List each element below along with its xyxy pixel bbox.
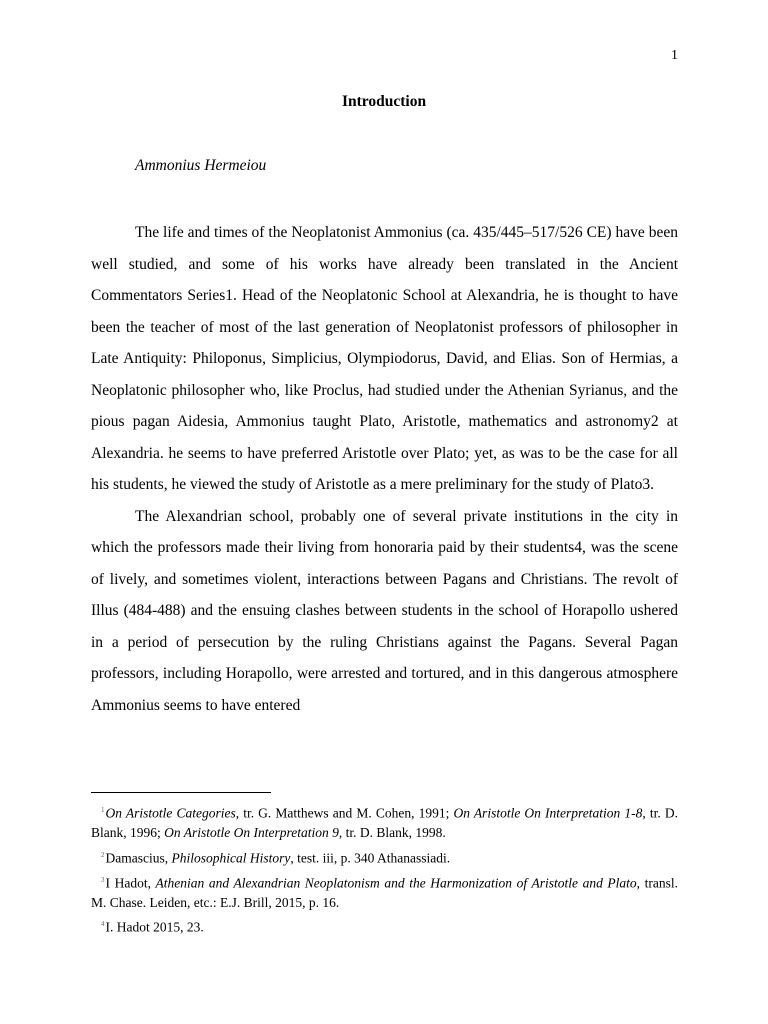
footnote-text: On Aristotle Categories xyxy=(105,805,236,821)
footnote-text: , tr. D. Blank, 1996; xyxy=(91,805,678,840)
page-title: Introduction xyxy=(341,93,427,110)
section-subheading: Ammonius Hermeiou xyxy=(135,157,267,174)
footnote-divider xyxy=(91,792,271,793)
footnote-2 xyxy=(91,846,678,868)
footnote-4 xyxy=(91,915,678,937)
body-text xyxy=(91,217,678,721)
footnotes xyxy=(91,801,678,940)
footnote-text: I. Hadot 2015, 23. xyxy=(105,919,204,935)
footnote-text: I Hadot, xyxy=(105,875,156,890)
footnote-text: , tr. D. Blank, 1998. xyxy=(338,825,446,840)
paragraph: The Alexandrian school, probably one of several private institutions in the city in which the professors made their living from honoraria paid by their students4, was the scene of lively, and sometimes violent, interactions between Pagans and Christians. The revolt of Illus (484-488) and the ensuing clashes between students in the school of Horapollo ushered in a period of persecution by the ruling Christians against the Pagans. Several Pagan professors, including Horapollo, were arrested and tortured, and in this dangerous atmosphere Ammonius seems to have entered xyxy=(91,507,678,714)
paragraph: The life and times of the Neoplatonist Ammonius (ca. 435/445–517/526 CE) have been well studied, and some of his works have already been translated in the Ancient Commentators Series1. Head of the Neoplatonic School at Alexandria, he is thought to have been the teacher of most of the last generation of Neoplatonist professors of philosopher in Late Antiquity: Philoponus, Simplicius, Olympiodorus, David, and Elias. Son of Hermias, a Neoplatonic philosopher who, like Proclus, had studied under the Athenian Syrianus, and the pious pagan Aidesia, Ammonius taught Plato, Aristotle, mathematics and astronomy2 at Alexandria. he seems to have preferred Aristotle over Plato; yet, as was to be the case for all his students, he viewed the study of Aristotle as a mere preliminary for the study of Plato3. xyxy=(91,224,678,493)
footnote-marker: 4 xyxy=(101,920,105,928)
footnote-text: Athenian and Alexandrian Neoplatonism and the Harmonization of Aristotle and Plato xyxy=(155,875,637,890)
footnote-text: , test. iii, p. 340 Athanassiadi. xyxy=(290,850,451,865)
footnote-marker: 3 xyxy=(101,875,105,884)
page-number: 1 xyxy=(671,48,678,63)
footnote-marker: 2 xyxy=(101,850,105,859)
footnote-marker: 1 xyxy=(101,806,105,814)
footnote-3 xyxy=(91,871,678,913)
footnote-1 xyxy=(91,801,678,843)
footnote-text: Philosophical History xyxy=(171,850,291,865)
footnote-text: Damascius, xyxy=(105,850,172,865)
footnote-text: , tr. G. Matthews and M. Cohen, 1991; xyxy=(235,805,454,821)
footnote-text: On Aristotle On Interpretation 9 xyxy=(164,825,339,840)
footnote-text: , transl. M. Chase. Leiden, etc.: E.J. Brill, 2015, p. 16. xyxy=(91,875,678,910)
footnote-text: On Aristotle On Interpretation 1-8 xyxy=(453,805,643,821)
